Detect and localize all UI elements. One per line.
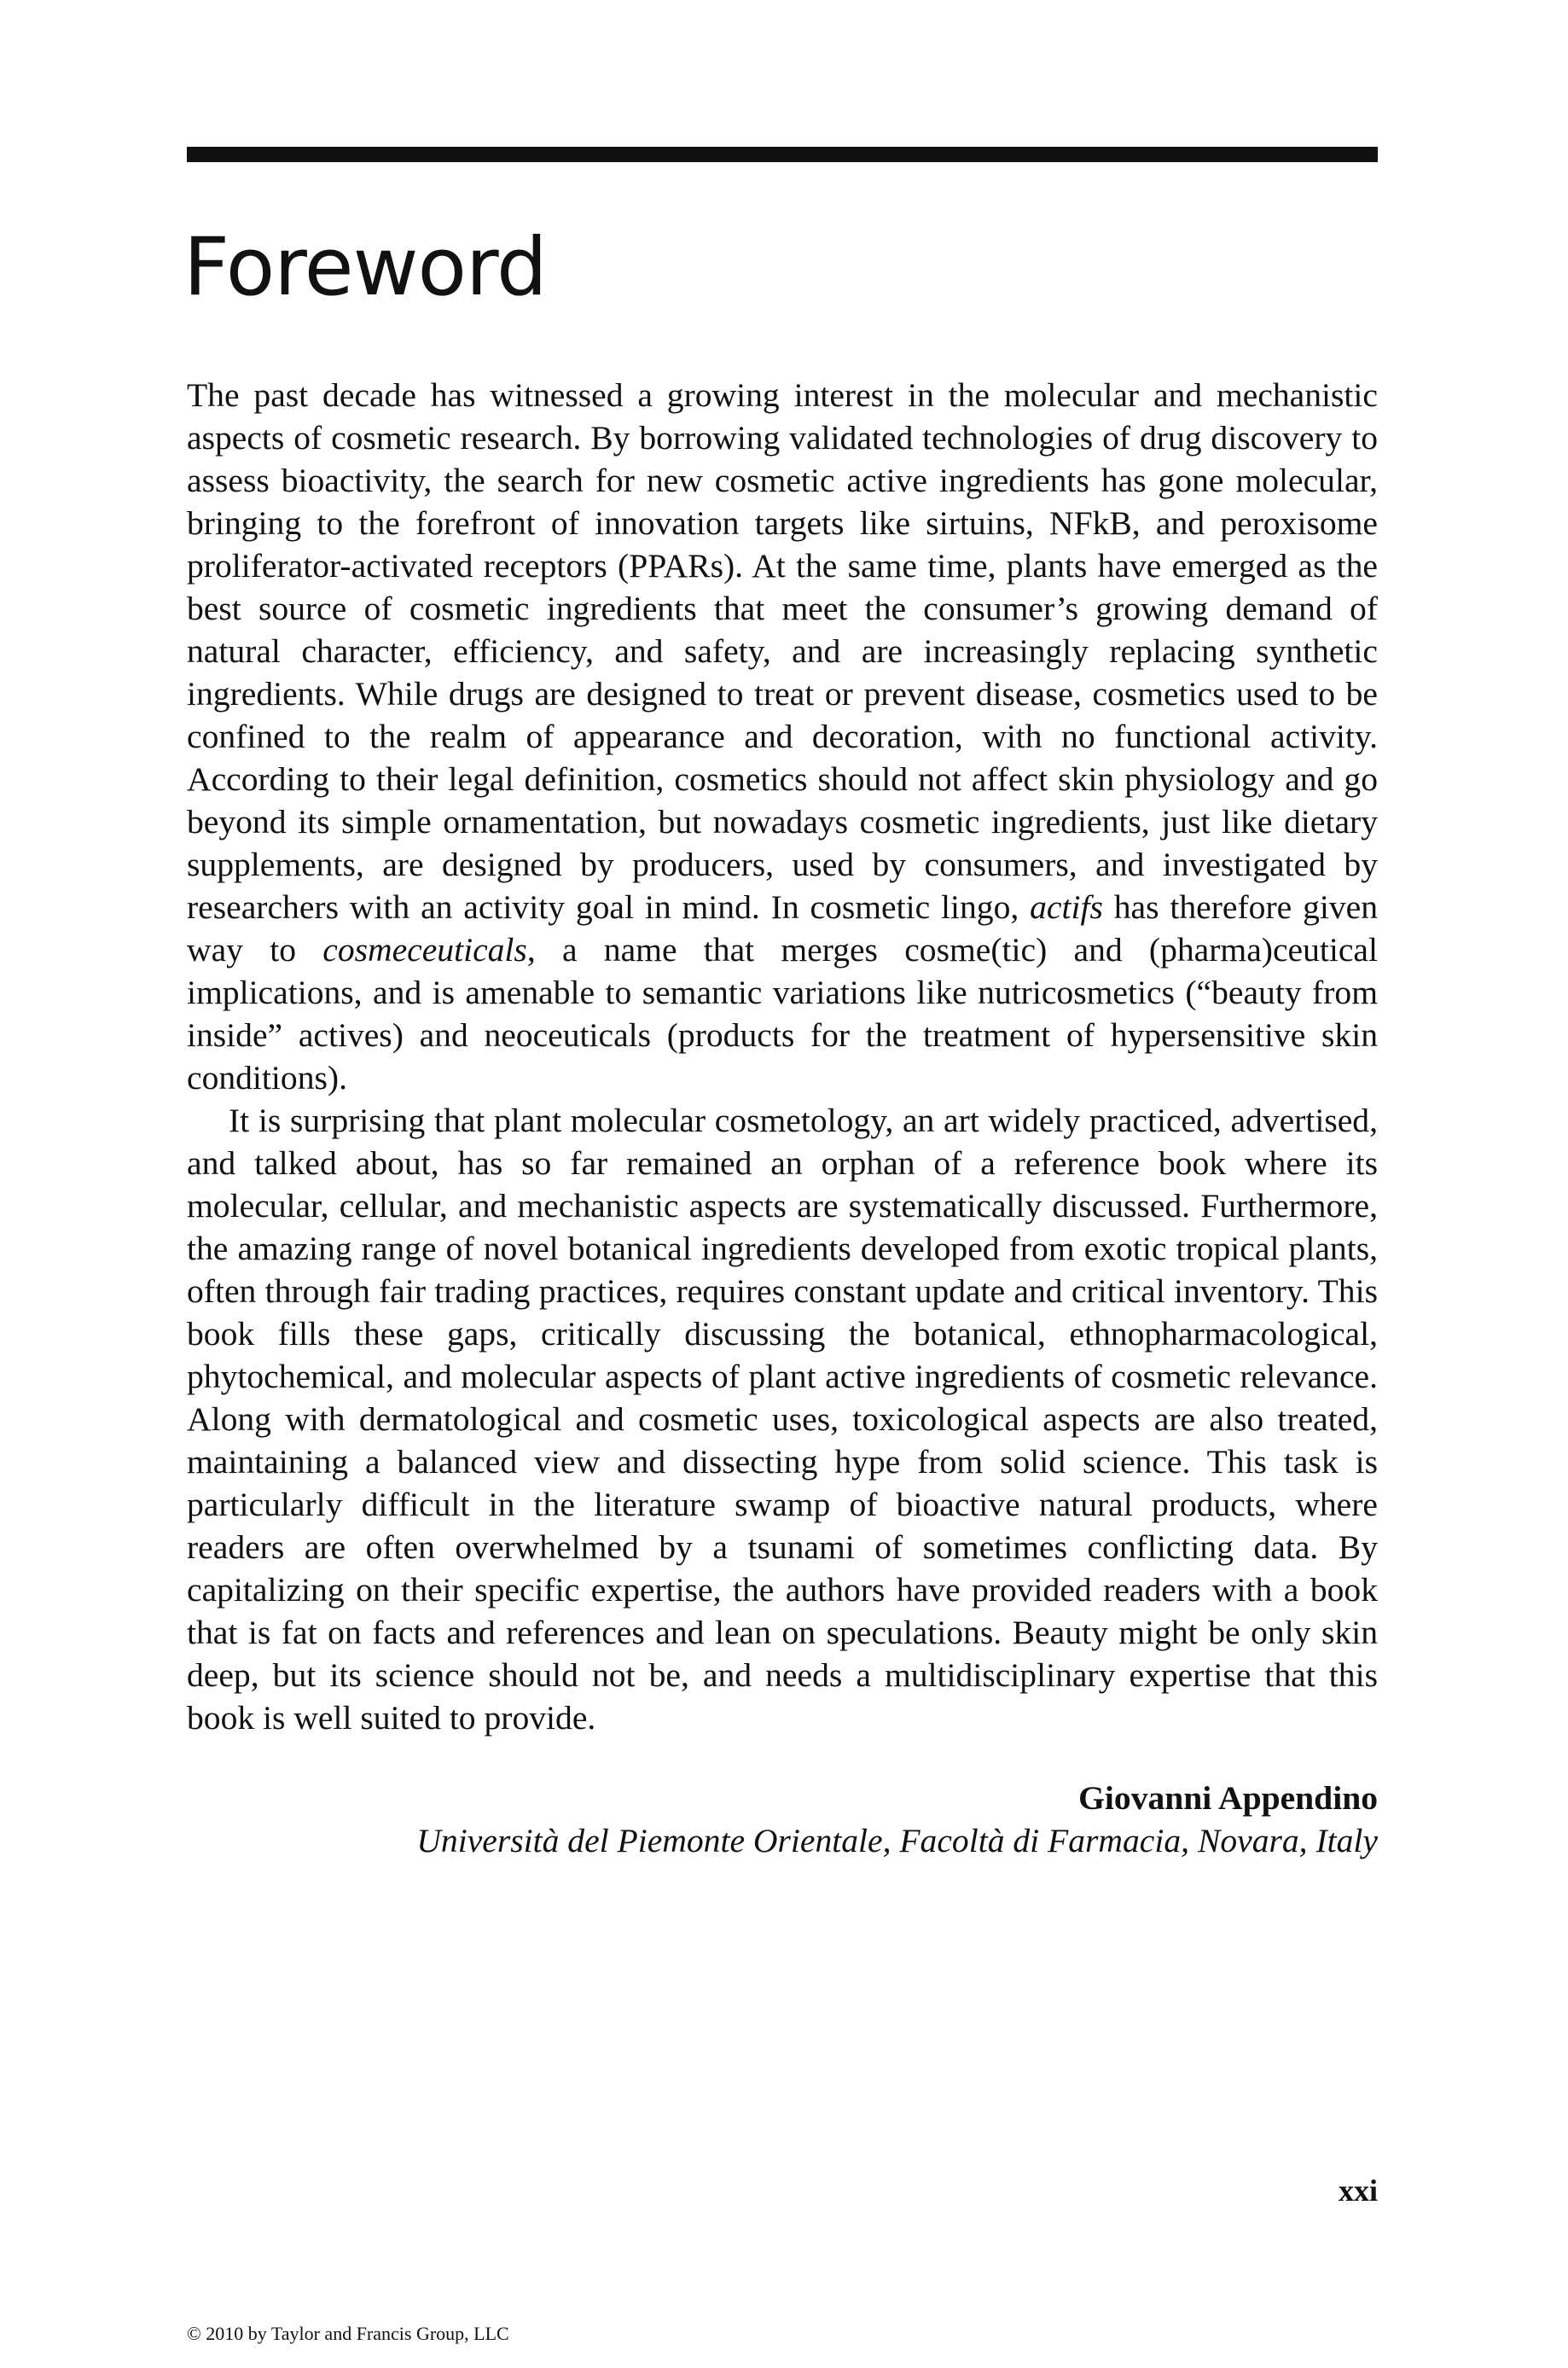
copyright-notice: © 2010 by Taylor and Francis Group, LLC [187,2323,509,2344]
term-cosmeceuticals: cosmeceuticals [322,931,527,969]
paragraph-1-part-2: has therefore given way to [187,888,1378,969]
paragraph-1-part-3: , a name that merges cosme(tic) and (pharma)ceutical implications, and is amenable to semantic variations like nutricosmetics (“beauty from inside” actives) and neoceuticals (products for the treatment of hypersensitive skin conditions). [187,931,1378,1097]
paragraph-2: It is surprising that plant molecular cosmetology, an art widely practiced, advertised, and talked about, has so far remained an orphan of a reference book where its molecular, cellular, and mechanistic aspects are systematically discussed. Furthermore, the amazing range of novel botanical ingredients developed from exotic tropical plants, often through fair trading practices, requires constant update and critical inventory. This book fills these gaps, critically discussing the botanical, ethnopharmacological, phytochemical, and molecular aspects of plant active ingredients of cosmetic relevance. Along with dermatological and cosmetic uses, toxicological aspects are also treated, maintaining a balanced view and dissecting hype from solid science. This task is particularly difficult in the literature swamp of bioactive natural products, where readers are often overwhelmed by a tsunami of sometimes conflicting data. By capitalizing on their specific expertise, the authors have provided readers with a book that is fat on facts and references and lean on speculations. Beauty might be only skin deep, but its science should not be, and needs a multidisciplinary expertise that this book is well suited to provide. [187,1102,1378,1737]
term-actifs: actifs [1030,888,1103,926]
paragraph-1 [187,374,1378,1099]
foreword-body [187,374,1378,1739]
chapter-top-rule [187,147,1378,162]
author-affiliation: Università del Piemonte Orientale, Facoltà di Farmacia, Novara, Italy [416,1822,1378,1859]
signature-block [416,1777,1378,1862]
page-number: xxi [1338,2173,1378,2208]
paragraph-1-part-1: The past decade has witnessed a growing interest in the molecular and mechanistic aspects of cosmetic research. By borrowing validated technologies of drug discovery to assess bioactivity, the search for new cosmetic active ingredients has gone molecular, bringing to the forefront of innovation targets like sirtuins, NFkB, and peroxisome proliferator-activated receptors (PPARs). At the same time, plants have emerged as the best source of cosmetic ingredients that meet the consumer’s growing demand of natural character, efficiency, and safety, and are increasingly replacing synthetic ingredients. While drugs are designed to treat or prevent disease, cosmetics used to be confined to the realm of appearance and decoration, with no functional activity. According to their legal definition, cosmetics should not affect skin physiology and go beyond its simple ornamentation, but nowadays cosmetic ingredients, just like dietary supplements, are designed by producers, used by consumers, and investigated by researchers with an activity goal in mind. In cosmetic lingo, [187,376,1378,926]
author-name: Giovanni Appendino [1078,1779,1378,1817]
page-title: Foreword [183,221,547,314]
